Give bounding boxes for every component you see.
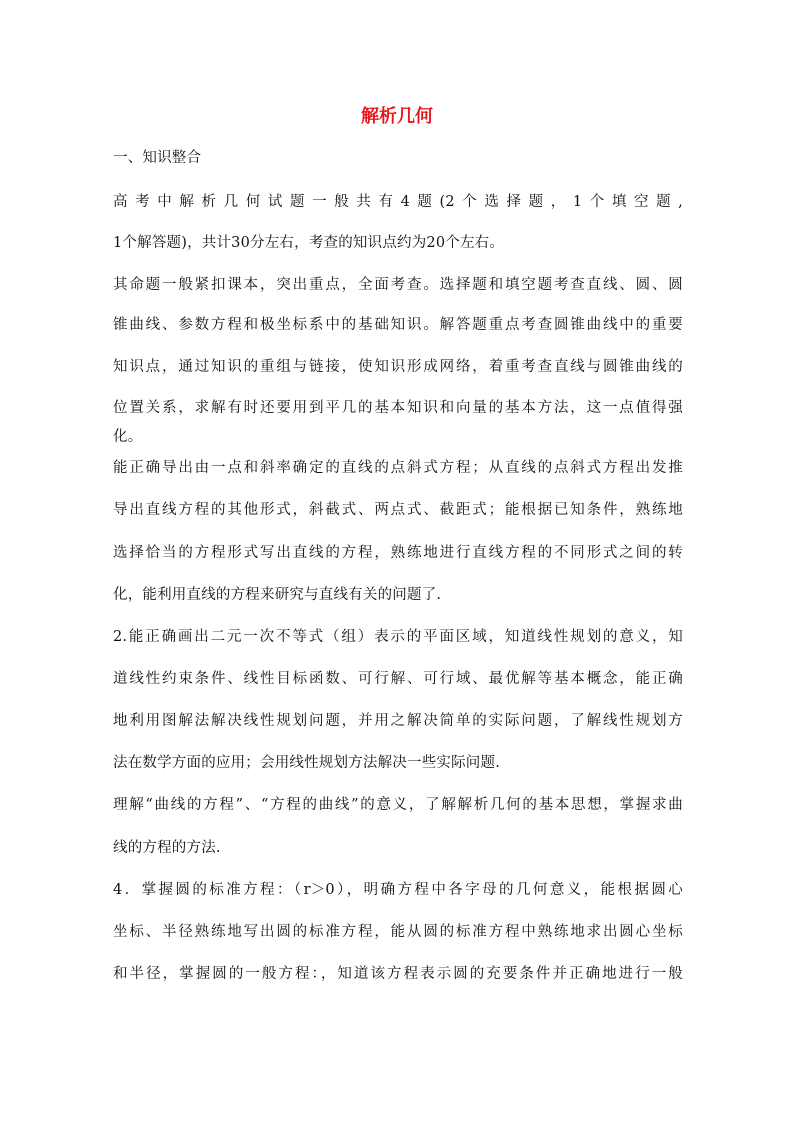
body-line-8: 能正确导出由一点和斜率确定的直线的点斜式方程；从直线的点斜式方程出发推	[113, 460, 683, 476]
body-line-17: 线的方程的方法.	[113, 840, 221, 856]
body-line-18: 4．掌握圆的标准方程：（r＞0），明确方程中各字母的几何意义，能根据圆心	[113, 882, 683, 898]
body-line-6: 位置关系，求解有时还要用到平几的基本知识和向量的基本方法，这一点值得强	[113, 400, 683, 416]
body-line-13: 道线性约束条件、线性目标函数、可行解、可行域、最优解等基本概念，能正确	[113, 671, 683, 687]
body-line-11: 化，能利用直线的方程来研究与直线有关的问题了.	[113, 587, 442, 603]
document-title: 解析几何	[361, 106, 433, 127]
body-line-3: 其命题一般紧扣课本，突出重点，全面考查。选择题和填空题考查直线、圆、圆	[113, 277, 683, 293]
body-line-5: 知识点，通过知识的重组与链接，使知识形成网络，着重考查直线与圆锥曲线的	[113, 359, 683, 375]
body-line-9: 导出直线方程的其他形式，斜截式、两点式、截距式；能根据已知条件，熟练地	[113, 502, 683, 518]
section-heading: 一、知识整合	[113, 150, 202, 166]
body-line-4: 锥曲线、参数方程和极坐标系中的基础知识。解答题重点考查圆锥曲线中的重要	[113, 317, 683, 333]
body-line-15: 法在数学方面的应用；会用线性规划方法解决一些实际问题.	[113, 755, 501, 771]
body-line-19: 坐标、半径熟练地写出圆的标准方程，能从圆的标准方程中熟练地求出圆心坐标	[113, 924, 683, 940]
body-line-14: 地利用图解法解决线性规划问题，并用之解决简单的实际问题，了解线性规划方	[113, 713, 683, 729]
body-line-12: 2.能正确画出二元一次不等式（组）表示的平面区域，知道线性规划的意义，知	[113, 629, 683, 645]
body-line-7: 化。	[113, 429, 143, 445]
body-line-16: 理解“曲线的方程”、“方程的曲线”的意义，了解解析几何的基本思想，掌握求曲	[113, 797, 683, 813]
body-line-2: 1个解答题)，共计30分左右，考查的知识点约为20个左右。	[113, 235, 505, 251]
body-line-1: 高考中解析几何试题一般共有4题(2个选择题，1个填空题,	[113, 194, 683, 210]
body-line-20: 和半径，掌握圆的一般方程：，知道该方程表示圆的充要条件并正确地进行一般	[113, 966, 683, 982]
body-line-10: 选择恰当的方程形式写出直线的方程，熟练地进行直线方程的不同形式之间的转	[113, 545, 683, 561]
